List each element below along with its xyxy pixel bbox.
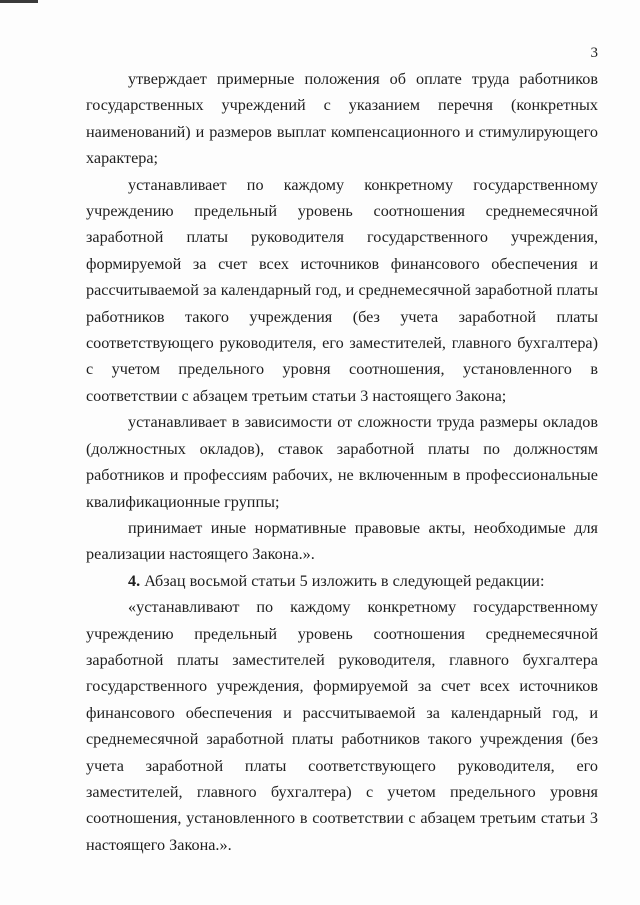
item-4-text: Абзац восьмой статьи 5 изложить в следующей редакции: xyxy=(140,571,545,590)
document-body xyxy=(86,66,598,858)
paragraph-approves-regulations: утверждает примерные положения об оплате труда работников государственных учреждений с указанием перечня (конкретных наименований) и размеров выплат компенсационного и стимулирующего характера; xyxy=(86,70,598,168)
scan-edge-mark xyxy=(0,0,38,3)
paragraph-item-4 xyxy=(86,568,598,594)
paragraph-other-acts: принимает иные нормативные правовые акты, необходимые для реализации настоящего Закона.». xyxy=(86,518,598,564)
item-number: 4. xyxy=(128,571,141,590)
page-number: 3 xyxy=(590,45,598,61)
paragraph-salary-sizes: устанавливает в зависимости от сложности труда размеры окладов (должностных окладов), ставок заработной платы по должностям работников и профессиям рабочих, не включенным в профессиональные квалификационные группы; xyxy=(86,413,598,511)
paragraph-manager-ratio: устанавливает по каждому конкретному государственному учреждению предельный уровень соотношения среднемесячной заработной платы руководителя государственного учреждения, формируемой за счет всех источников финансового обеспечения и рассчитываемой за календарный год, и среднемесячной заработной платы работников такого учреждения (без учета заработной платы соответствующего руководителя, его заместителей, главного бухгалтера) с учетом предельного уровня соотношения, установленного в соответствии с абзацем третьим статьи 3 настоящего Закона; xyxy=(86,175,598,405)
paragraph-deputy-ratio: «устанавливают по каждому конкретному государственному учреждению предельный уровень соотношения среднемесячной заработной платы заместителей руководителя, главного бухгалтера государственного учреждения, формируемой за счет всех источников финансового обеспечения и рассчитываемой за календарный год, и среднемесячной заработной платы работников такого учреждения (без учета заработной платы соответствующего руководителя, его заместителей, главного бухгалтера) с учетом предельного уровня соотношения, установленного в соответствии с абзацем третьим статьи 3 настоящего Закона.». xyxy=(86,598,598,854)
